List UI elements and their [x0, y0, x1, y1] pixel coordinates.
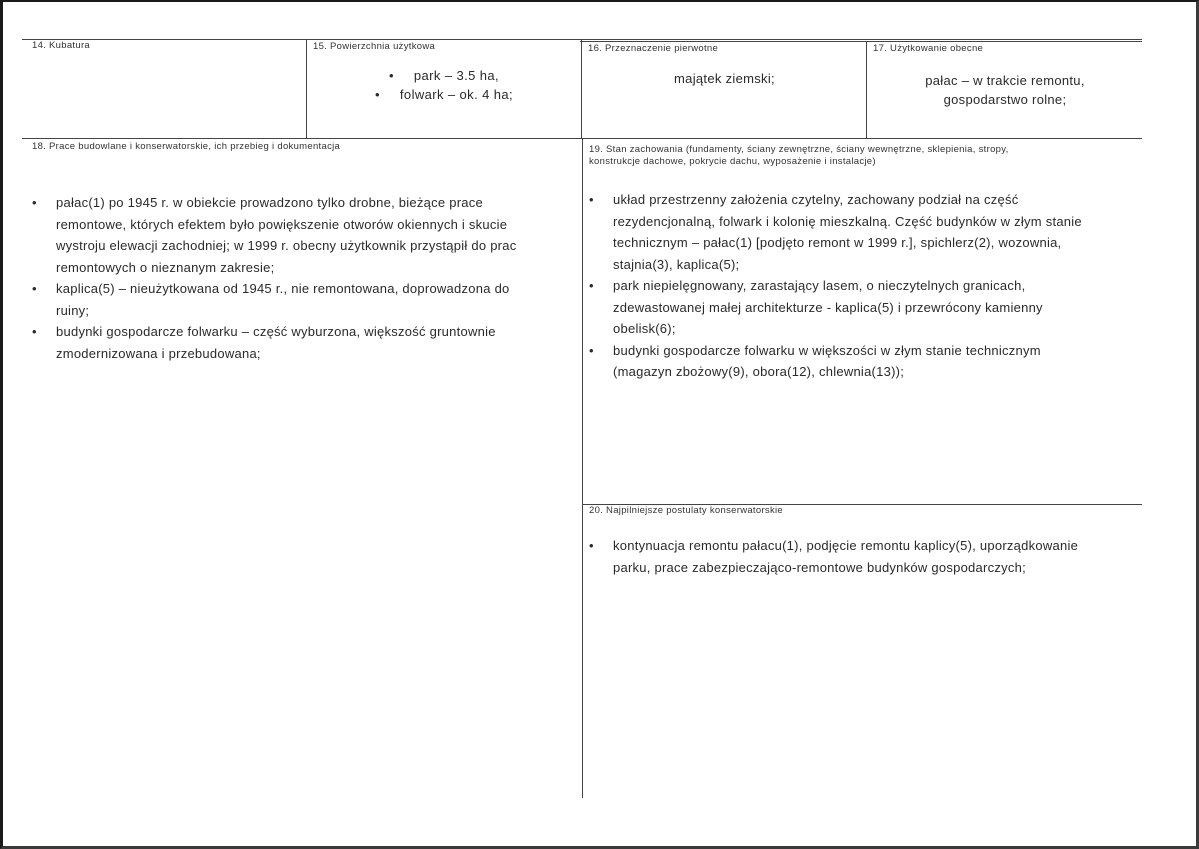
- list-item-line: remontowe, których efektem było powiększenie otworów okiennych i skucie: [56, 216, 508, 232]
- list-item: [587, 275, 1139, 340]
- list-item-line: technicznym – pałac(1) [podjęto remont w 1999 r.], spichlerz(2), wozownia,: [613, 235, 1062, 250]
- list-item: [587, 535, 1139, 578]
- list-item-line: • kontynuacja remontu pałacu(1), podjęcie remontu kaplicy(5), uporządkowanie: [613, 538, 1079, 553]
- field-19-list: [587, 189, 1139, 383]
- field-20-list: [587, 535, 1139, 578]
- list-item-line: • układ przestrzenny założenia czytelny, zachowany podział na część: [613, 192, 1019, 207]
- field-16-label: 16. Przeznaczenie pierwotne: [588, 43, 719, 54]
- list-item-line: • budynki gospodarcze folwarku w większości w złym stanie technicznym: [613, 342, 1041, 358]
- list-item: [30, 278, 575, 321]
- list-item-line: stajnia(3), kaplica(5);: [613, 256, 740, 272]
- field-17-label: 17. Użytkowanie obecne: [873, 43, 984, 54]
- field-19-label-line: konstrukcje dachowe, pokrycie dachu, wyposażenie i instalacje): [589, 156, 876, 167]
- list-item-line: remontowych o nieznanym zakresie;: [56, 259, 275, 275]
- list-item-line: • budynki gospodarcze folwarku – część wyburzona, większość gruntownie: [56, 324, 496, 339]
- field-18-label: 18. Prace budowlane i konserwatorskie, ich przebieg i dokumentacja: [32, 141, 341, 152]
- field-18-list: [30, 192, 575, 364]
- list-item-line: obelisk(6);: [613, 321, 676, 336]
- field-15-label: 15. Powierzchnia użytkowa: [313, 41, 436, 52]
- list-item-line: • park niepielęgnowany, zarastający lasem, o nieczytelnych granicach,: [613, 278, 1026, 293]
- list-item: • park – 3.5 ha,: [308, 66, 580, 85]
- list-item: [30, 321, 575, 364]
- divider-lower-columns: [582, 138, 583, 798]
- field-17-line: gospodarstwo rolne;: [943, 92, 1067, 107]
- row-top-line-right: [580, 41, 1142, 42]
- field-20-label: 20. Najpilniejsze postulaty konserwatorskie: [589, 505, 784, 516]
- list-item-line: parku, prace zabezpieczająco-remontowe budynków gospodarczych;: [613, 559, 1026, 575]
- field-16-value: majątek ziemski;: [674, 71, 775, 86]
- row-top-line: [22, 39, 1142, 40]
- field-17-line: pałac – w trakcie remontu,: [925, 73, 1085, 88]
- divider-15-16: [581, 39, 582, 138]
- field-19-label: [589, 144, 1009, 168]
- field-17-value: [868, 71, 1142, 109]
- list-item: • folwark – ok. 4 ha;: [308, 85, 580, 104]
- list-item-line: rezydencjonalną, folwark i kolonię mieszkalną. Część budynków w złym stanie: [613, 213, 1082, 229]
- list-item-line: (magazyn zbożowy(9), obora(12), chlewnia(13));: [613, 364, 905, 379]
- field-15-list: [308, 66, 580, 104]
- list-item: [30, 192, 575, 278]
- list-item-line: zdewastowanej małej architekturze - kaplica(5) i przewrócony kamienny: [613, 299, 1043, 315]
- field-19-label-line: 19. Stan zachowania (fundamenty, ściany zewnętrzne, ściany wewnętrzne, sklepienia, stropy,: [589, 144, 1009, 155]
- list-item: [587, 340, 1139, 383]
- list-item-line: • pałac(1) po 1945 r. w obiekcie prowadzono tylko drobne, bieżące prace: [56, 195, 483, 210]
- list-item-line: ruiny;: [56, 302, 90, 318]
- list-item: [587, 189, 1139, 275]
- divider-16-17: [866, 41, 867, 138]
- field-14-label: 14. Kubatura: [32, 40, 91, 51]
- list-item-line: • kaplica(5) – nieużytkowana od 1945 r., nie remontowana, doprowadzona do: [56, 281, 510, 296]
- list-item-line: wystroju elewacji zachodniej; w 1999 r. obecny użytkownik przystąpił do prac: [56, 238, 517, 253]
- divider-14-15: [306, 39, 307, 138]
- list-item-line: zmodernizowana i przebudowana;: [56, 345, 261, 361]
